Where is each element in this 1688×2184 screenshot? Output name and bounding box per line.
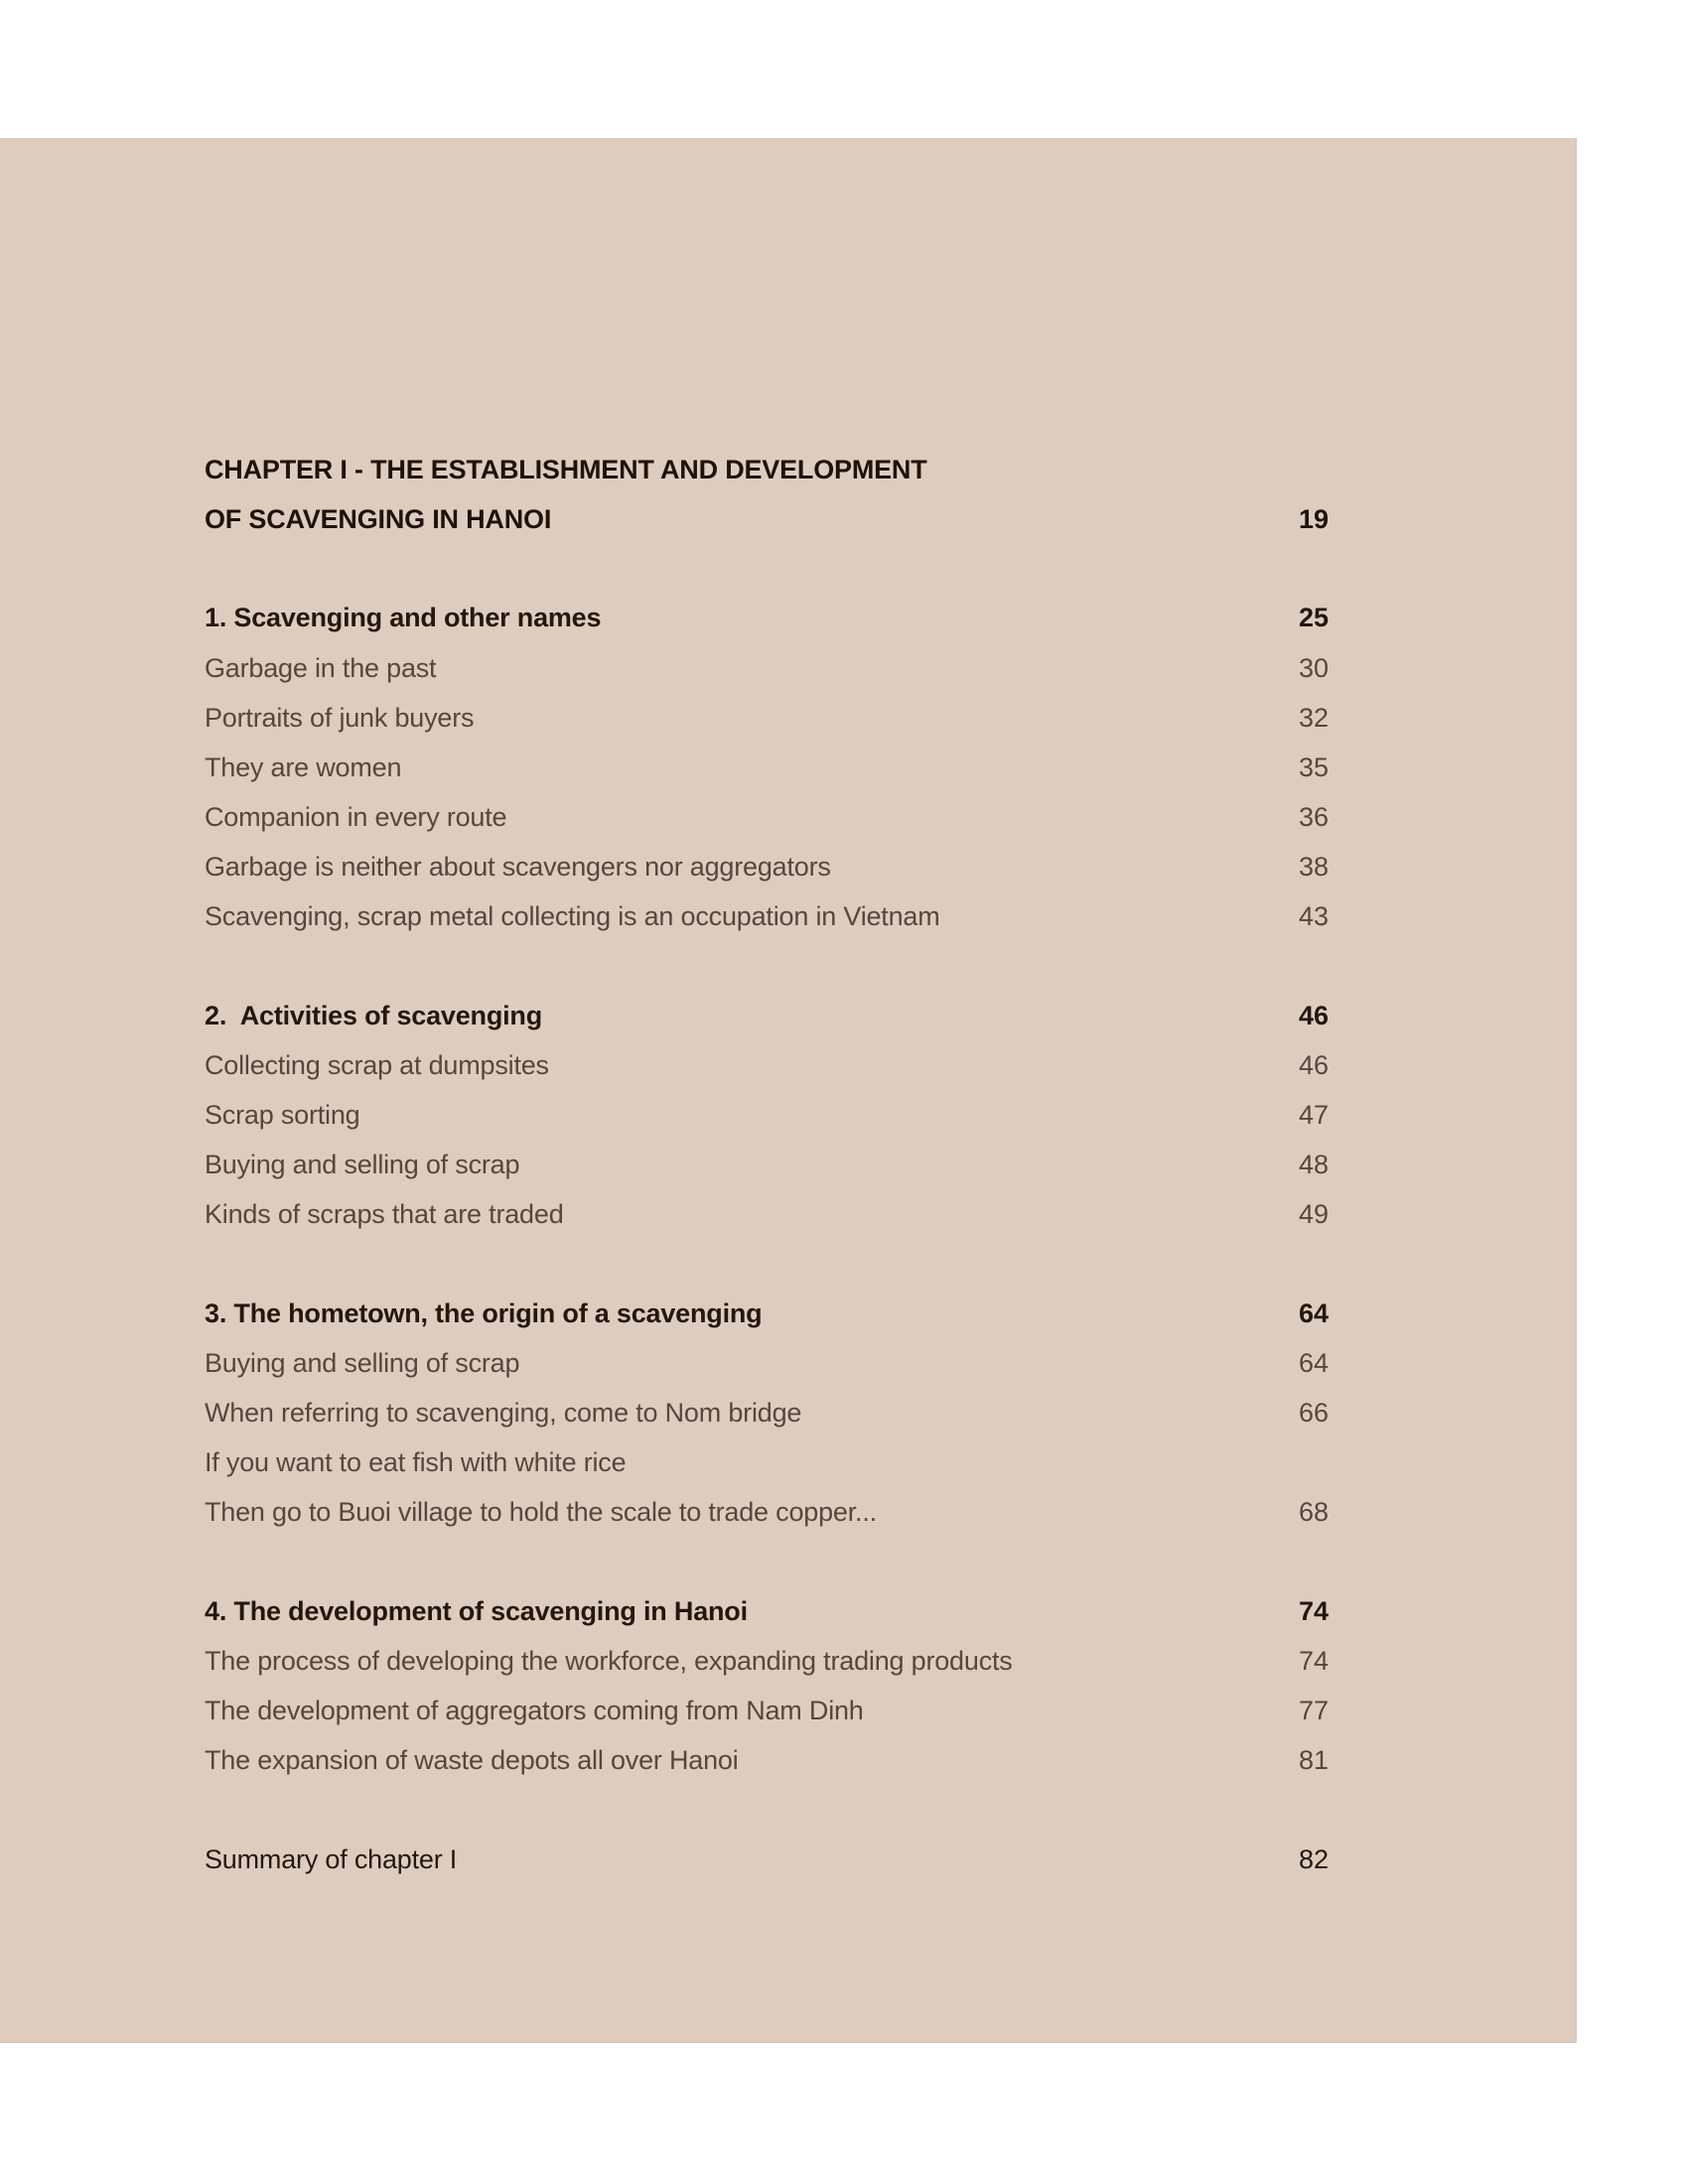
toc-entry[interactable] xyxy=(205,1045,1329,1085)
page-number: 82 xyxy=(1298,1844,1329,1874)
toc-entry[interactable] xyxy=(205,847,1329,887)
page-number: 46 xyxy=(1298,1050,1329,1080)
toc-section[interactable] xyxy=(205,1294,1329,1333)
toc-entry[interactable] xyxy=(205,1641,1329,1681)
entry-title: Portraits of junk buyers xyxy=(205,703,475,733)
section-title: 2. Activities of scavenging xyxy=(205,1001,543,1030)
summary-title: Summary of chapter I xyxy=(205,1844,458,1874)
chapter-title: CHAPTER I - THE ESTABLISHMENT AND DEVELOPMENT xyxy=(205,455,927,484)
entry-title: Scavenging, scrap metal collecting is an occupation in Vietnam xyxy=(205,901,940,931)
page-number: 74 xyxy=(1298,1646,1329,1676)
page-number: 19 xyxy=(1298,504,1329,534)
toc-section[interactable] xyxy=(205,1591,1329,1631)
toc-entry[interactable] xyxy=(205,797,1329,837)
entry-title: Then go to Buoi village to hold the scale to trade copper... xyxy=(205,1497,877,1527)
toc-entry[interactable] xyxy=(205,1691,1329,1730)
entry-title: If you want to eat fish with white rice xyxy=(205,1447,627,1477)
entry-title: The process of developing the workforce, expanding trading products xyxy=(205,1646,1013,1676)
toc-entry[interactable] xyxy=(205,1442,1329,1482)
page-number: 30 xyxy=(1298,653,1329,683)
chapter-title-line1 xyxy=(205,450,1329,489)
page-number: 64 xyxy=(1298,1298,1329,1328)
page-number: 77 xyxy=(1298,1696,1329,1725)
entry-title: Scrap sorting xyxy=(205,1100,360,1130)
section-title: 4. The development of scavenging in Hanoi xyxy=(205,1596,748,1626)
page-number: 74 xyxy=(1298,1596,1329,1626)
page-number: 32 xyxy=(1298,703,1329,733)
page-number: 68 xyxy=(1298,1497,1329,1527)
entry-title: Buying and selling of scrap xyxy=(205,1348,520,1378)
entry-title: Garbage in the past xyxy=(205,653,437,683)
entry-title: When referring to scavenging, come to Nom bridge xyxy=(205,1398,802,1428)
toc-entry[interactable] xyxy=(205,1194,1329,1234)
entry-title: Collecting scrap at dumpsites xyxy=(205,1050,549,1080)
toc-section[interactable] xyxy=(205,996,1329,1035)
toc-entry[interactable] xyxy=(205,748,1329,787)
page-number: 48 xyxy=(1298,1150,1329,1179)
page-number: 46 xyxy=(1298,1001,1329,1030)
chapter-title-cont: OF SCAVENGING IN HANOI xyxy=(205,504,552,534)
page-number: 49 xyxy=(1298,1199,1329,1229)
toc-entry[interactable] xyxy=(205,1145,1329,1184)
toc-entry[interactable] xyxy=(205,896,1329,936)
page-number: 64 xyxy=(1298,1348,1329,1378)
entry-title: They are women xyxy=(205,752,402,782)
section-title: 3. The hometown, the origin of a scavenging xyxy=(205,1298,763,1328)
toc-entry[interactable] xyxy=(205,1095,1329,1135)
toc-entry[interactable] xyxy=(205,1740,1329,1780)
entry-title: Kinds of scraps that are traded xyxy=(205,1199,564,1229)
toc-entry[interactable] xyxy=(205,698,1329,738)
page-number: 66 xyxy=(1298,1398,1329,1428)
page-number: 47 xyxy=(1298,1100,1329,1130)
toc-entry[interactable] xyxy=(205,1343,1329,1383)
toc-entry[interactable] xyxy=(205,648,1329,688)
chapter-title-line2 xyxy=(205,499,1329,539)
page-number: 38 xyxy=(1298,852,1329,882)
page-number: 25 xyxy=(1298,603,1329,632)
toc-section[interactable] xyxy=(205,598,1329,637)
toc-entry[interactable] xyxy=(205,1393,1329,1433)
entry-title: The development of aggregators coming from Nam Dinh xyxy=(205,1696,864,1725)
page-number: 36 xyxy=(1298,802,1329,832)
entry-title: Garbage is neither about scavengers nor aggregators xyxy=(205,852,831,882)
section-title: 1. Scavenging and other names xyxy=(205,603,602,632)
page-number: 81 xyxy=(1298,1745,1329,1775)
toc-entry[interactable] xyxy=(205,1492,1329,1532)
toc-summary[interactable] xyxy=(205,1840,1329,1879)
entry-title: Companion in every route xyxy=(205,802,507,832)
entry-title: The expansion of waste depots all over Hanoi xyxy=(205,1745,739,1775)
entry-title: Buying and selling of scrap xyxy=(205,1150,520,1179)
page-number: 35 xyxy=(1298,752,1329,782)
page-number: 43 xyxy=(1298,901,1329,931)
